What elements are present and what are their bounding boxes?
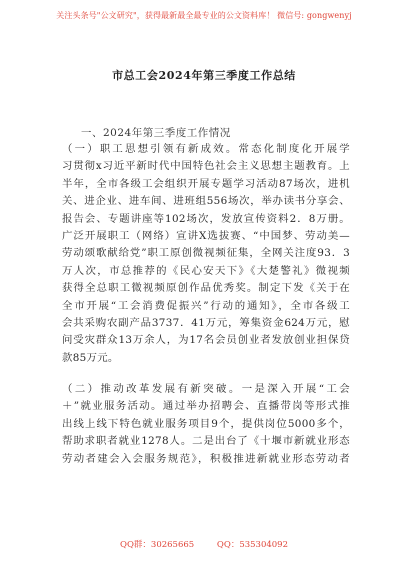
paragraph-line: 半年，全市各级工会组织开展专题学习活动87场次，进机 [62, 177, 350, 190]
paragraph-line: 劳动颂歌献给党”职工原创微视频征集，全网关注度93．3 [62, 247, 350, 260]
contact-footer [0, 538, 408, 550]
paragraph-line: 全市开展“工会消费促振兴”行动的通知》，全市各级工 [62, 299, 350, 312]
section-heading: 一、2024年第三季度工作情况 [81, 127, 231, 139]
paragraph-line: 获得全总职工微视频原创作品优秀奖。制定下发《关于在 [62, 282, 350, 295]
paragraph-line: 劳动者建会入会服务规范》，积极推进新就业形态劳动者 [62, 452, 350, 465]
promo-banner: 关注头条号"公文研究"，获得最新最全最专业的公文资料库！ 微信号: gongwenyj [56, 11, 352, 20]
paragraph-line: 习贯彻x习近平新时代中国特色社会主义思想主题教育。上 [62, 160, 350, 173]
qq-group: QQ群：30265665 [119, 540, 195, 550]
qq-number: QQ：535304092 [216, 540, 288, 550]
paragraph-line: 问受灾群众13万余人，为17名会员创业者发放创业担保贷 [62, 334, 350, 347]
paragraph-line: 出线上线下特色就业服务项目9个，提供岗位5000多个， [62, 417, 350, 430]
paragraph-line: 会共采购农副产品3737．41万元，筹集资金624万元，慰 [62, 317, 350, 330]
paragraph-line: 帮助求职者就业1278人。二是出台了《十堰市新就业形态 [62, 435, 350, 448]
paragraph-line: 万人次，市总推荐的《民心安天下》《大楚警礼》微视频 [62, 264, 350, 277]
document-title: 市总工会2024年第三季度工作总结 [112, 69, 296, 82]
paragraph-line: （一）职工思想引领有新成效。常态化制度化开展学 [62, 143, 350, 155]
paragraph-line: 关、进企业、进车间、进班组556场次，举办读书分享会、 [62, 195, 350, 208]
paragraph-line: 款85万元。 [62, 351, 119, 364]
paragraph-reform-development [62, 381, 350, 468]
paragraph-line: 广泛开展职工（网络）宣讲X选拔赛、“中国梦、劳动美— [62, 230, 350, 243]
paragraph-ideological-guidance [62, 141, 350, 367]
paragraph-line: （二）推动改革发展有新突破。一是深入开展“工会 [62, 383, 350, 395]
paragraph-line: ＋”就业服务活动。通过举办招聘会、直播带岗等形式推 [62, 400, 350, 413]
paragraph-line: 报告会、专题讲座等102场次，发放宣传资料2．8万册。 [62, 212, 350, 225]
